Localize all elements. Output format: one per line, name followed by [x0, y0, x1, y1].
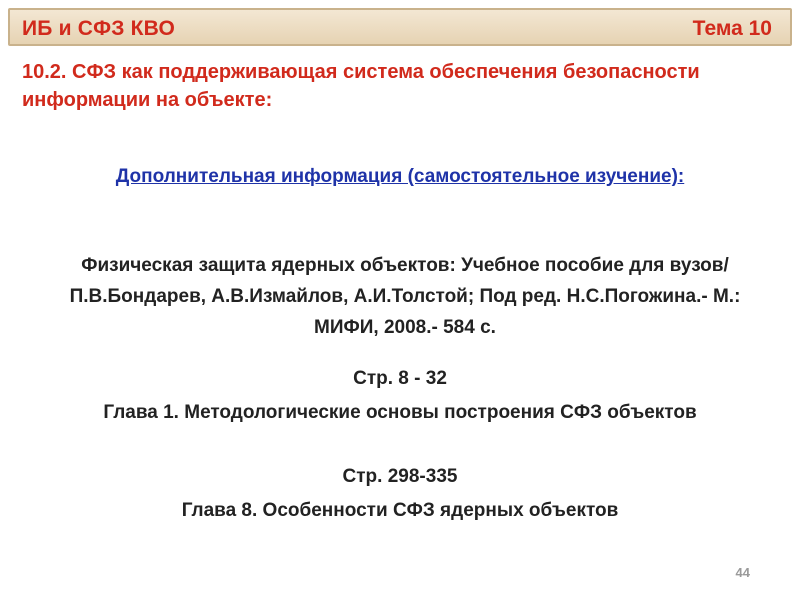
course-title: ИБ и СФЗ КВО: [22, 17, 176, 40]
topic-label: Тема 10: [692, 17, 772, 40]
slide-number: 44: [735, 565, 750, 580]
chapter-title-2: Глава 8. Особенности СФЗ ядерных объектов: [181, 500, 619, 521]
header-bar: [8, 8, 792, 46]
pages-range-1: Стр. 8 - 32: [353, 368, 447, 389]
section-title: 10.2. СФЗ как поддерживающая система обеспечения безопасности информации на объекте:: [22, 61, 700, 111]
pages-range-2: Стр. 298-335: [342, 466, 458, 487]
chapter-title-1: Глава 1. Методологические основы построения СФЗ объектов: [103, 402, 697, 423]
additional-info-heading: Дополнительная информация (самостоятельное изучение):: [115, 166, 685, 187]
book-reference: Физическая защита ядерных объектов: Учебное пособие для вузов/ П.В.Бондарев, А.В.Измайлов, А.И.Толстой; Под ред. Н.С.Погожина.- М.: МИФИ, 2008.- 584 с.: [69, 255, 741, 338]
